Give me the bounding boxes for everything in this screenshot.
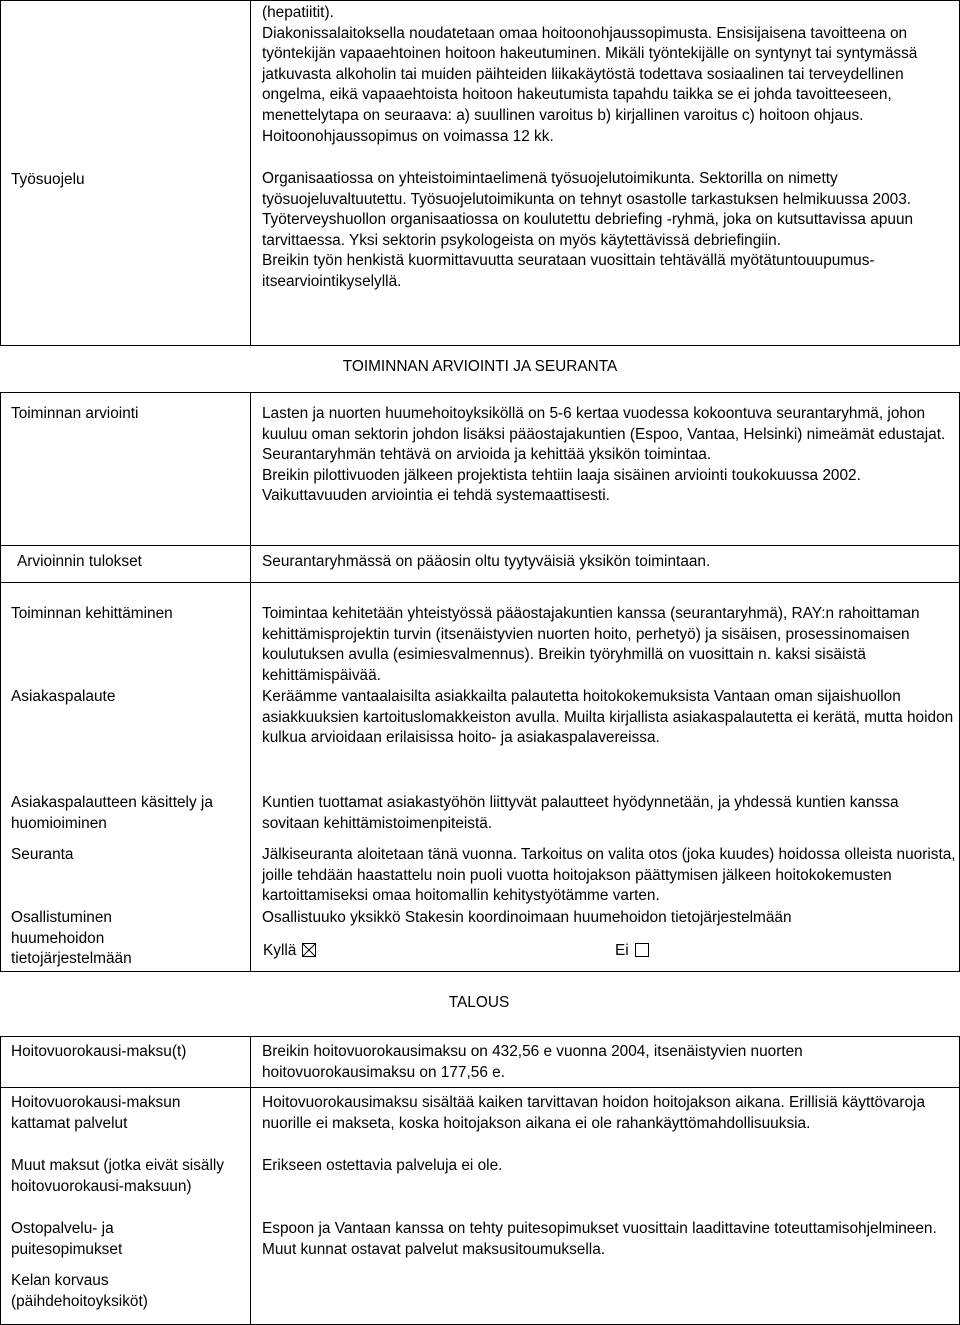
checkbox-yes[interactable]	[263, 941, 316, 962]
label-toiminnan-arviointi: Toiminnan arviointi	[11, 405, 139, 422]
label-osallistuminen: Osallistuminen huumehoidon tietojärjestelmään	[11, 909, 132, 968]
text-toiminnan-kehittaminen: Toimintaa kehitetään yhteistyössä pääostajakuntien kanssa (seurantaryhmä), RAY:n rahoittaman kehittämisprojektin turvin (itsenäistyvien nuorten hoito, perhetyö) ja sisäisen, prosessinomaisen koulutuksen avulla (esimiesvalmennus). Breikin työryhmillä on vuosittain n. kaksi sisäistä kehittämispäivää.	[262, 605, 920, 684]
checkbox-yes-label: Kyllä	[263, 942, 297, 959]
checkbox-no-label: Ei	[615, 942, 629, 959]
text-osallistuminen: Osallistuuko yksikkö Stakesin koordinoimaan huumehoidon tietojärjestelmään	[262, 909, 792, 926]
label-kelan-korvaus-rest: (päihdehoitoyksiköt)	[11, 1292, 148, 1310]
checked-box-icon[interactable]	[302, 943, 316, 957]
text-asiakaspalautteen-kasittely: Kuntien tuottamat asiakastyöhön liittyvät palautteet hyödynnetään, ja yhdessä kuntien kanssa sovitaan kehittämistoimenpiteistä.	[262, 794, 899, 832]
label-toiminnan-kehittaminen: Toiminnan kehittäminen	[11, 605, 173, 622]
text-muut-maksut: Erikseen ostettavia palveluja ei ole.	[262, 1157, 503, 1174]
label-muut-maksut	[11, 1156, 226, 1197]
checkbox-no[interactable]	[615, 941, 649, 962]
label-asiakaspalautteen-kasittely: Asiakaspalautteen käsittely ja huomioiminen	[11, 794, 213, 832]
label-kelan-korvaus-bold: Kelan korvaus	[11, 1272, 109, 1289]
text-ostopalvelu: Espoon ja Vantaan kanssa on tehty puitesopimukset vuosittain laadittavine toteuttamisohjelmineen. Muut kunnat ostavat palvelut maksusitoumuksella.	[262, 1220, 937, 1258]
text-kattamat-palvelut: Hoitovuorokausimaksu sisältää kaiken tarvittavan hoidon hoitojakson aikana. Erillisiä käyttövaroja nuorille ei makseta, koska hoitojakson aikana ei ole rahankäyttömahdollisuuksia.	[262, 1094, 925, 1132]
label-kelan-korvaus	[11, 1271, 241, 1312]
label-hoitovuorokausimaksu: Hoitovuorokausi-maksu(t)	[11, 1043, 187, 1060]
text-hoitovuorokausimaksu: Breikin hoitovuorokausimaksu on 432,56 e vuonna 2004, itsenäistyvien nuorten hoitovuorokausimaksu on 177,56 e.	[262, 1043, 803, 1081]
tyosuojelu-text-bottom: Organisaatiossa on yhteistoimintaelimenä työsuojelutoimikunta. Sektorilla on nimetty työsuojeluvaltuutettu. Työsuojelutoimikunta on tehnyt osastolle tarkastuksen helmikuussa 2003. Työterveyshuollon organisaatiossa on koulutettu debriefing -ryhmä, joka on kutsuttavissa apuun tarvittaessa. Yksi sektorin psykologeista on myös käytettävissä debriefingiin. Breikin työn henkistä kuormittavuutta seurataan vuosittain tehtävällä myötätuntouupumus-itsearviointikyselyllä.	[262, 170, 914, 290]
tyosuojelu-label: Työsuojelu	[11, 171, 85, 188]
text-arvioinnin-tulokset: Seurantaryhmässä on pääosin oltu tyytyväisiä yksikön toimintaan.	[262, 553, 711, 570]
tyosuojelu-text-top: (hepatiitit). Diakonissalaitoksella noudatetaan omaa hoitoonohjaussopimusta. Ensisijaisena tavoitteena on työntekijän vapaaehtoinen hoitoon hakeutuminen. Mikäli työntekijälle on syntynyt tai syntymässä jatkuvasta alkoholin tai muiden päihteiden liikakäytöstä todettava sosiaalinen tai terveydellinen ongelma, eikä vapaaehtoista hoitoon hakeutumista tapahdu taikka se ei johda tavoitteeseen, menettelytapa on seuraava: a) suullinen varoitus b) kirjallinen varoitus c) hoitoon ohjaus. Hoitoonohjaussopimus on voimassa 12 kk.	[262, 4, 918, 145]
section-title-talous: TALOUS	[448, 994, 510, 1011]
label-asiakaspalaute: Asiakaspalaute	[11, 688, 116, 705]
label-seuranta: Seuranta	[11, 846, 74, 863]
text-asiakaspalaute: Keräämme vantaalaisilta asiakkailta palautetta hoitokokemuksista Vantaan oman sijaishuollon asiakkuuksien kartoituslomakkeiston avulla. Muilta kirjallista asiakaspalautetta ei kerätä, mutta hoidon kulkua arvioidaan erilaisissa hoito- ja asiakaspalavereissa.	[262, 688, 954, 747]
text-seuranta: Jälkiseuranta aloitetaan tänä vuonna. Tarkoitus on valita otos (joka kuudes) hoidossa olleista nuorista, joille tehdään haastattelu noin puoli vuotta hoitojakson päättymisen jälkeen hoitokokemusten kartoittamiseksi omaa hoitomallin kehitystyötämme varten.	[262, 846, 956, 905]
text-toiminnan-arviointi: Lasten ja nuorten huumehoitoyksiköllä on 5-6 kertaa vuodessa kokoontuva seurantaryhmä, johon kuuluu oman sektorin johdon lisäksi pääostajakuntien (Espoo, Vantaa, Helsinki) nimeämät edustajat. Seurantaryhmän tehtävä on arvioida ja kehittää yksikön toimintaa. Breikin pilottivuoden jälkeen projektista tehtiin laaja sisäinen arviointi toukokuussa 2002. Vaikuttavuuden arviointia ei tehdä systemaattisesti.	[262, 405, 946, 505]
label-muut-maksut-bold: Muut maksut	[11, 1157, 100, 1174]
label-kattamat-palvelut: Hoitovuorokausi-maksun kattamat palvelut	[11, 1094, 181, 1132]
label-arvioinnin-tulokset: Arvioinnin tulokset	[17, 553, 142, 570]
label-ostopalvelu: Ostopalvelu- ja puitesopimukset	[11, 1220, 123, 1258]
empty-box-icon[interactable]	[635, 943, 649, 957]
section-title-arviointi: TOIMINNAN ARVIOINTI JA SEURANTA	[342, 358, 618, 375]
label-muut-maksut-rest: (jotka eivät sisälly hoitovuorokausi-maksuun)	[11, 1157, 224, 1195]
